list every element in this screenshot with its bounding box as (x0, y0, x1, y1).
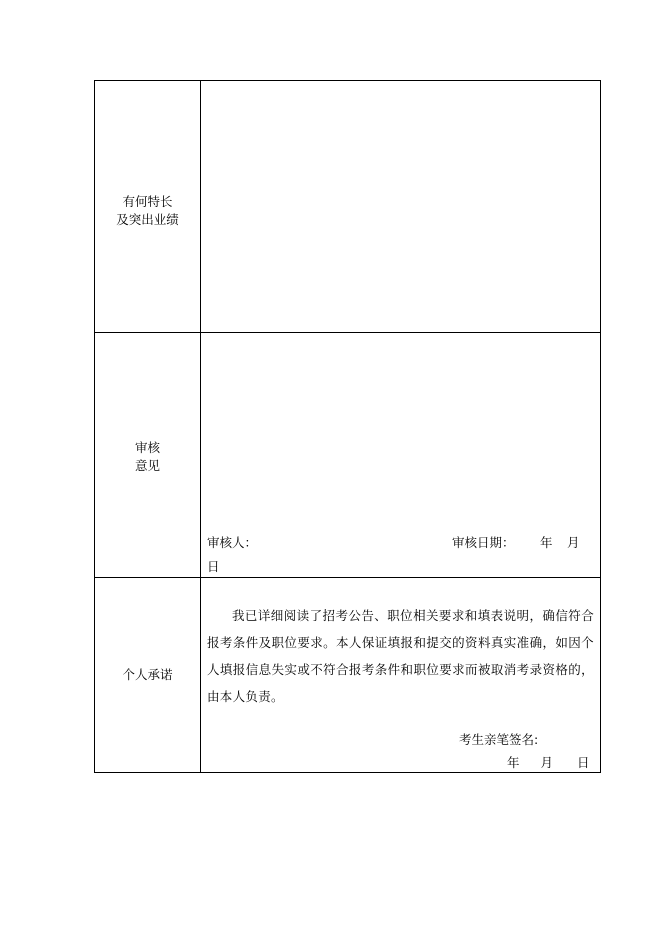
specialty-label-line2: 及突出业绩 (116, 211, 179, 227)
pledge-content-cell (201, 578, 600, 772)
review-day-label: 日 (207, 559, 220, 574)
pledge-date (507, 753, 590, 771)
review-year-label: 年 (540, 535, 553, 550)
signature-label[interactable]: 考生亲笔签名: (459, 732, 539, 747)
specialty-label-line1: 有何特长 (122, 193, 173, 209)
pledge-row (95, 578, 600, 772)
pledge-text: 我已详细阅读了招考公告、职位相关要求和填表说明，确信符合报考条件及职位要求。本人保证填报和提交的资料真实准确，如因个人填报信息失实或不符合报考条件和职位要求而被取消考录资格的，由本人负责。 (207, 608, 594, 704)
specialty-content-cell[interactable] (201, 81, 600, 332)
reviewer-line (207, 533, 587, 551)
reviewer-label: 审核人： (207, 535, 258, 550)
review-content-cell[interactable] (201, 333, 600, 577)
review-label-cell (95, 333, 201, 577)
review-label-line1: 审核 (134, 440, 160, 455)
pledge-year-label: 年 (507, 755, 520, 770)
review-date-label: 审核日期： (452, 535, 515, 550)
pledge-month-label: 月 (540, 755, 554, 770)
application-form-table (94, 80, 601, 773)
pledge-day-label: 日 (577, 755, 590, 770)
pledge-label: 个人承诺 (122, 667, 173, 682)
review-label-line2: 意见 (134, 458, 160, 473)
review-row (95, 333, 600, 578)
pledge-label-cell (95, 578, 201, 772)
review-month-label: 月 (567, 535, 580, 550)
specialty-row (95, 81, 600, 333)
specialty-label-cell (95, 81, 201, 332)
